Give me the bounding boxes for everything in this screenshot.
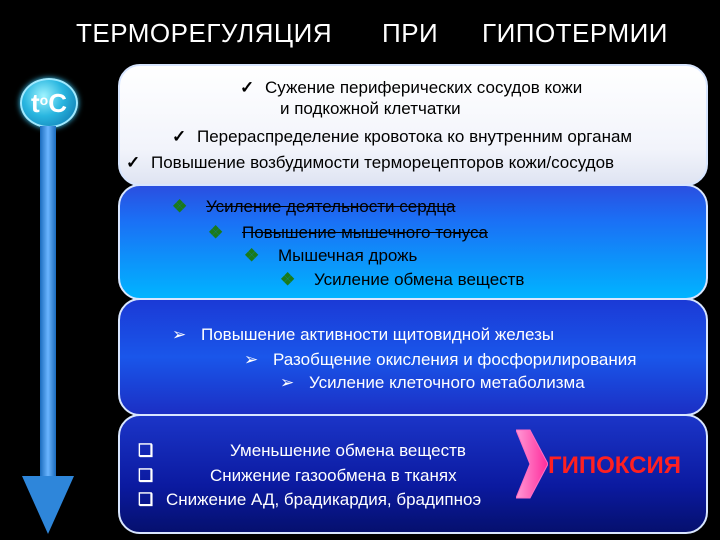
block2-item: [208, 223, 488, 243]
title-word-at: ПРИ: [382, 18, 439, 48]
arrow-right-icon: [516, 426, 548, 502]
block1-item: [126, 153, 614, 173]
square-bullet-icon: ❑: [138, 490, 154, 509]
title-word-thermoregulation: ТЕРМОРЕГУЛЯЦИЯ: [76, 18, 333, 48]
block2-line-1: Усиление деятельности сердца: [205, 197, 456, 216]
temperature-arrow-down-icon: [22, 476, 74, 534]
diamond-bullet-icon: ❖: [280, 270, 296, 289]
block3-line-1: Повышение активности щитовидной железы: [200, 325, 555, 344]
block2-line-4: Усиление обмена веществ: [313, 270, 525, 289]
diamond-bullet-icon: ❖: [172, 197, 188, 216]
temperature-arrow-shaft: [40, 126, 56, 478]
block3-item: [280, 373, 585, 393]
arrow-bullet-icon: ➢: [244, 350, 259, 369]
block3-item: [172, 325, 554, 345]
temp-unit: C: [48, 87, 67, 118]
block4-item: [138, 490, 481, 510]
block4-line-2: Снижение газообмена в тканях: [209, 466, 457, 485]
square-bullet-icon: ❑: [138, 441, 154, 460]
block1-line-3: Перераспределение кровотока ко внутренним органам: [196, 127, 633, 146]
temp-letter: t: [30, 87, 40, 118]
result-hypoxia: ГИПОКСИЯ: [548, 452, 681, 479]
block-vascular-response: [118, 64, 708, 186]
block3-line-2: Разобщение окисления и фосфорилирования: [272, 350, 637, 369]
block2-item: [280, 270, 524, 290]
arrow-bullet-icon: ➢: [280, 373, 295, 392]
block2-line-3: Мышечная дрожь: [277, 246, 418, 265]
block2-line-2: Повышение мышечного тонуса: [241, 223, 488, 242]
block1-item-continued: [280, 99, 461, 119]
block2-item: [244, 246, 417, 266]
temperature-badge: [20, 78, 78, 128]
block1-line-4: Повышение возбудимости терморецепторов кожи/сосудов: [150, 153, 615, 172]
block4-item: [138, 466, 457, 486]
block1-item: [172, 127, 632, 147]
title-word-hypothermia: ГИПОТЕРМИИ: [482, 18, 668, 48]
slide-title: [0, 14, 720, 54]
block3-line-3: Усиление клеточного метаболизма: [308, 373, 585, 392]
diamond-bullet-icon: ❖: [208, 223, 224, 242]
block1-line-1: Сужение периферических сосудов кожи: [264, 78, 583, 97]
block4-item: [138, 441, 466, 461]
temp-degree: o: [39, 92, 49, 108]
block2-item: [172, 197, 455, 217]
block1-item: [240, 78, 582, 98]
block4-line-1: Уменьшение обмена веществ: [229, 441, 466, 460]
check-icon: ✓: [240, 78, 255, 97]
block4-line-3: Снижение АД, брадикардия, брадипноэ: [165, 490, 482, 509]
block-metabolic-response: [118, 298, 708, 416]
block1-line-2: и подкожной клетчатки: [280, 99, 461, 118]
arrow-bullet-icon: ➢: [172, 325, 187, 344]
check-icon: ✓: [126, 153, 141, 172]
check-icon: ✓: [172, 127, 187, 146]
diamond-bullet-icon: ❖: [244, 246, 260, 265]
square-bullet-icon: ❑: [138, 466, 154, 485]
block3-item: [244, 350, 636, 370]
block-heat-production: [118, 184, 708, 300]
